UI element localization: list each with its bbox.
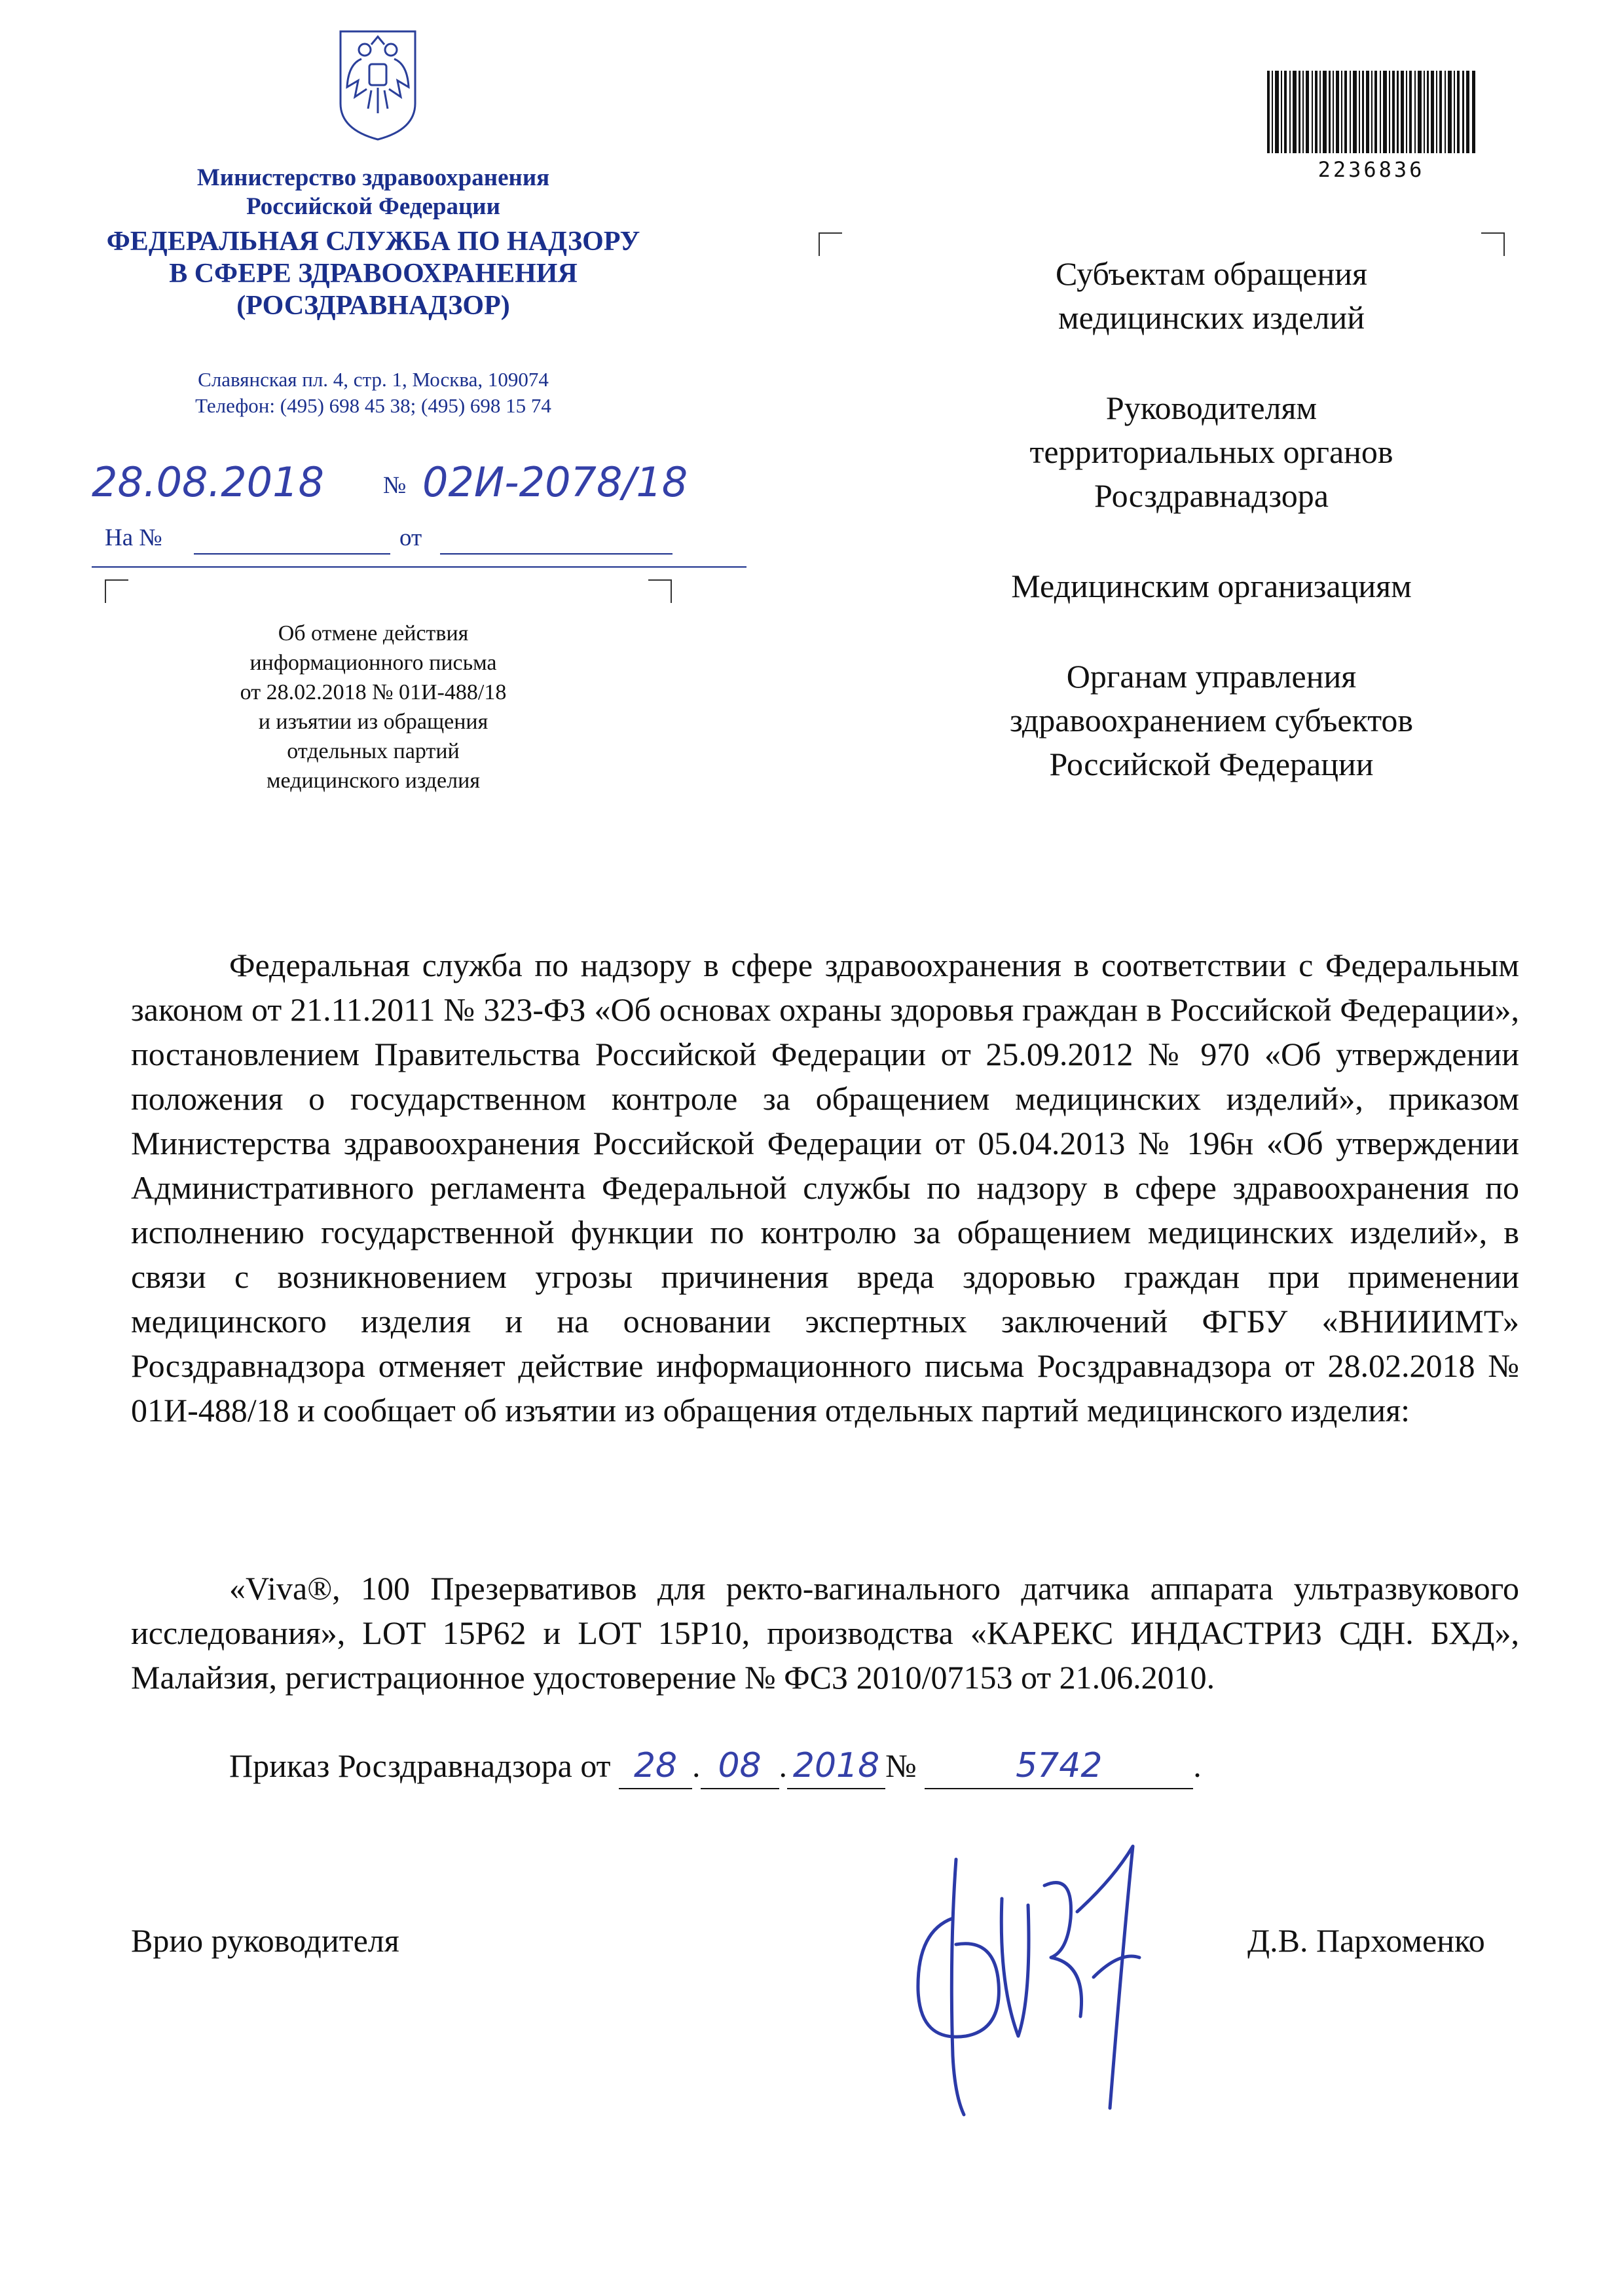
subject-corner bbox=[105, 579, 128, 603]
from-label: от bbox=[399, 524, 422, 551]
handwritten-signature bbox=[904, 1820, 1152, 2121]
registration-number-sign: № bbox=[383, 472, 407, 499]
subject-line: и изъятии из обращения bbox=[258, 710, 488, 734]
order-month: 08 bbox=[701, 1743, 779, 1789]
registration-number: 02И-2078/18 bbox=[422, 458, 688, 506]
signatory-position: Врио руководителя bbox=[131, 1922, 399, 1959]
subject-line: медицинского изделия bbox=[267, 769, 480, 793]
subject-line: Об отмене действия bbox=[278, 621, 469, 646]
order-number: 5742 bbox=[925, 1743, 1193, 1789]
signatory-name: Д.В. Пархоменко bbox=[1247, 1922, 1485, 1959]
from-date-line bbox=[440, 553, 673, 555]
registration-date: 28.08.2018 bbox=[92, 458, 324, 506]
ministry-line: Российской Федерации bbox=[246, 193, 500, 220]
subject-line: информационного письма bbox=[249, 651, 497, 675]
barcode-number: 2236836 bbox=[1317, 157, 1425, 182]
address-line: Славянская пл. 4, стр. 1, Москва, 109074 bbox=[198, 368, 549, 391]
recipient-line: Медицинским организациям bbox=[1011, 568, 1412, 604]
service-line: В СФЕРЕ ЗДРАВООХРАНЕНИЯ bbox=[169, 259, 578, 289]
reply-label: На № bbox=[105, 524, 162, 551]
recipient-block bbox=[864, 655, 1558, 786]
coat-of-arms-icon bbox=[335, 25, 420, 143]
registration-underline bbox=[92, 566, 746, 568]
service-address bbox=[92, 367, 655, 419]
ministry-name bbox=[92, 164, 655, 221]
recipient-line: Субъектам обращения bbox=[1056, 255, 1367, 292]
recipient-line: медицинских изделий bbox=[1058, 299, 1365, 336]
ministry-line: Министерство здравоохранения bbox=[196, 164, 550, 191]
recipient-line: Росздравнадзора bbox=[1094, 477, 1329, 514]
recipient-line: Органам управления bbox=[1066, 658, 1357, 695]
recipient-line: здравоохранением субъектов bbox=[1009, 702, 1414, 738]
body-paragraph-main: Федеральная служба по надзору в сфере здравоохранения в соответствии с Федеральным законом от 21.11.2011 № 323-ФЗ «Об основах охраны здоровья граждан в Российской Федерации», постановлением Правительства Российской Федерации от 25.09.2012 № 970 «Об утверждении положения о государственном контроле за обращением медицинских изделий», приказом Министерства здравоохранения Российской Федерации от 05.04.2013 № 196н «Об утверждении Административного регламента Федеральной службы по надзору в сфере здравоохранения по исполнению государственной функции по контролю за обращением медицинских изделий», в связи с возникновением угрозы причинения вреда здоровью граждан при применении медицинского изделия и на основании экспертных заключений ФГБУ «ВНИИИМТ» Росздравнадзора отменяет действие информационного письма Росздравнадзора от 28.02.2018 № 01И-488/18 и сообщает об изъятии из обращения отдельных партий медицинского изделия: bbox=[131, 947, 1519, 1429]
recipient-line: территориальных органов bbox=[1029, 433, 1393, 470]
order-year: 2018 bbox=[787, 1743, 885, 1789]
service-name bbox=[92, 226, 655, 322]
order-prefix: Приказ Росздравнадзора от bbox=[229, 1747, 611, 1784]
recipient-corner bbox=[819, 232, 842, 256]
letter-subject bbox=[105, 619, 642, 795]
order-day: 28 bbox=[619, 1743, 692, 1789]
recipient-line: Руководителям bbox=[1105, 390, 1317, 426]
recipient-block bbox=[864, 564, 1558, 608]
service-line: ФЕДЕРАЛЬНАЯ СЛУЖБА ПО НАДЗОРУ bbox=[106, 227, 640, 257]
service-line: (РОСЗДРАВНАДЗОР) bbox=[236, 291, 510, 321]
recipient-block bbox=[864, 252, 1558, 340]
order-number-sign: № bbox=[885, 1747, 917, 1784]
phone-line: Телефон: (495) 698 45 38; (495) 698 15 74 bbox=[195, 394, 551, 417]
reply-number-line bbox=[194, 553, 390, 555]
subject-line: отдельных партий bbox=[287, 739, 460, 763]
subject-corner bbox=[648, 579, 672, 603]
subject-line: от 28.02.2018 № 01И-488/18 bbox=[240, 680, 507, 704]
order-line: Приказ Росздравнадзора от 28 . 08 . 2018 № 5742 . bbox=[229, 1743, 1202, 1789]
recipient-line: Российской Федерации bbox=[1049, 746, 1374, 782]
barcode bbox=[1267, 71, 1475, 153]
recipient-block bbox=[864, 386, 1558, 518]
body-paragraph-product: «Viva®, 100 Презервативов для ректо-вагинального датчика аппарата ультразвукового исследования», LOT 15P62 и LOT 15P10, производства «КАРЕКС ИНДАСТРИЗ СДН. БХД», Малайзия, регистрационное удостоверение № ФСЗ 2010/07153 от 21.06.2010. bbox=[131, 1570, 1519, 1696]
